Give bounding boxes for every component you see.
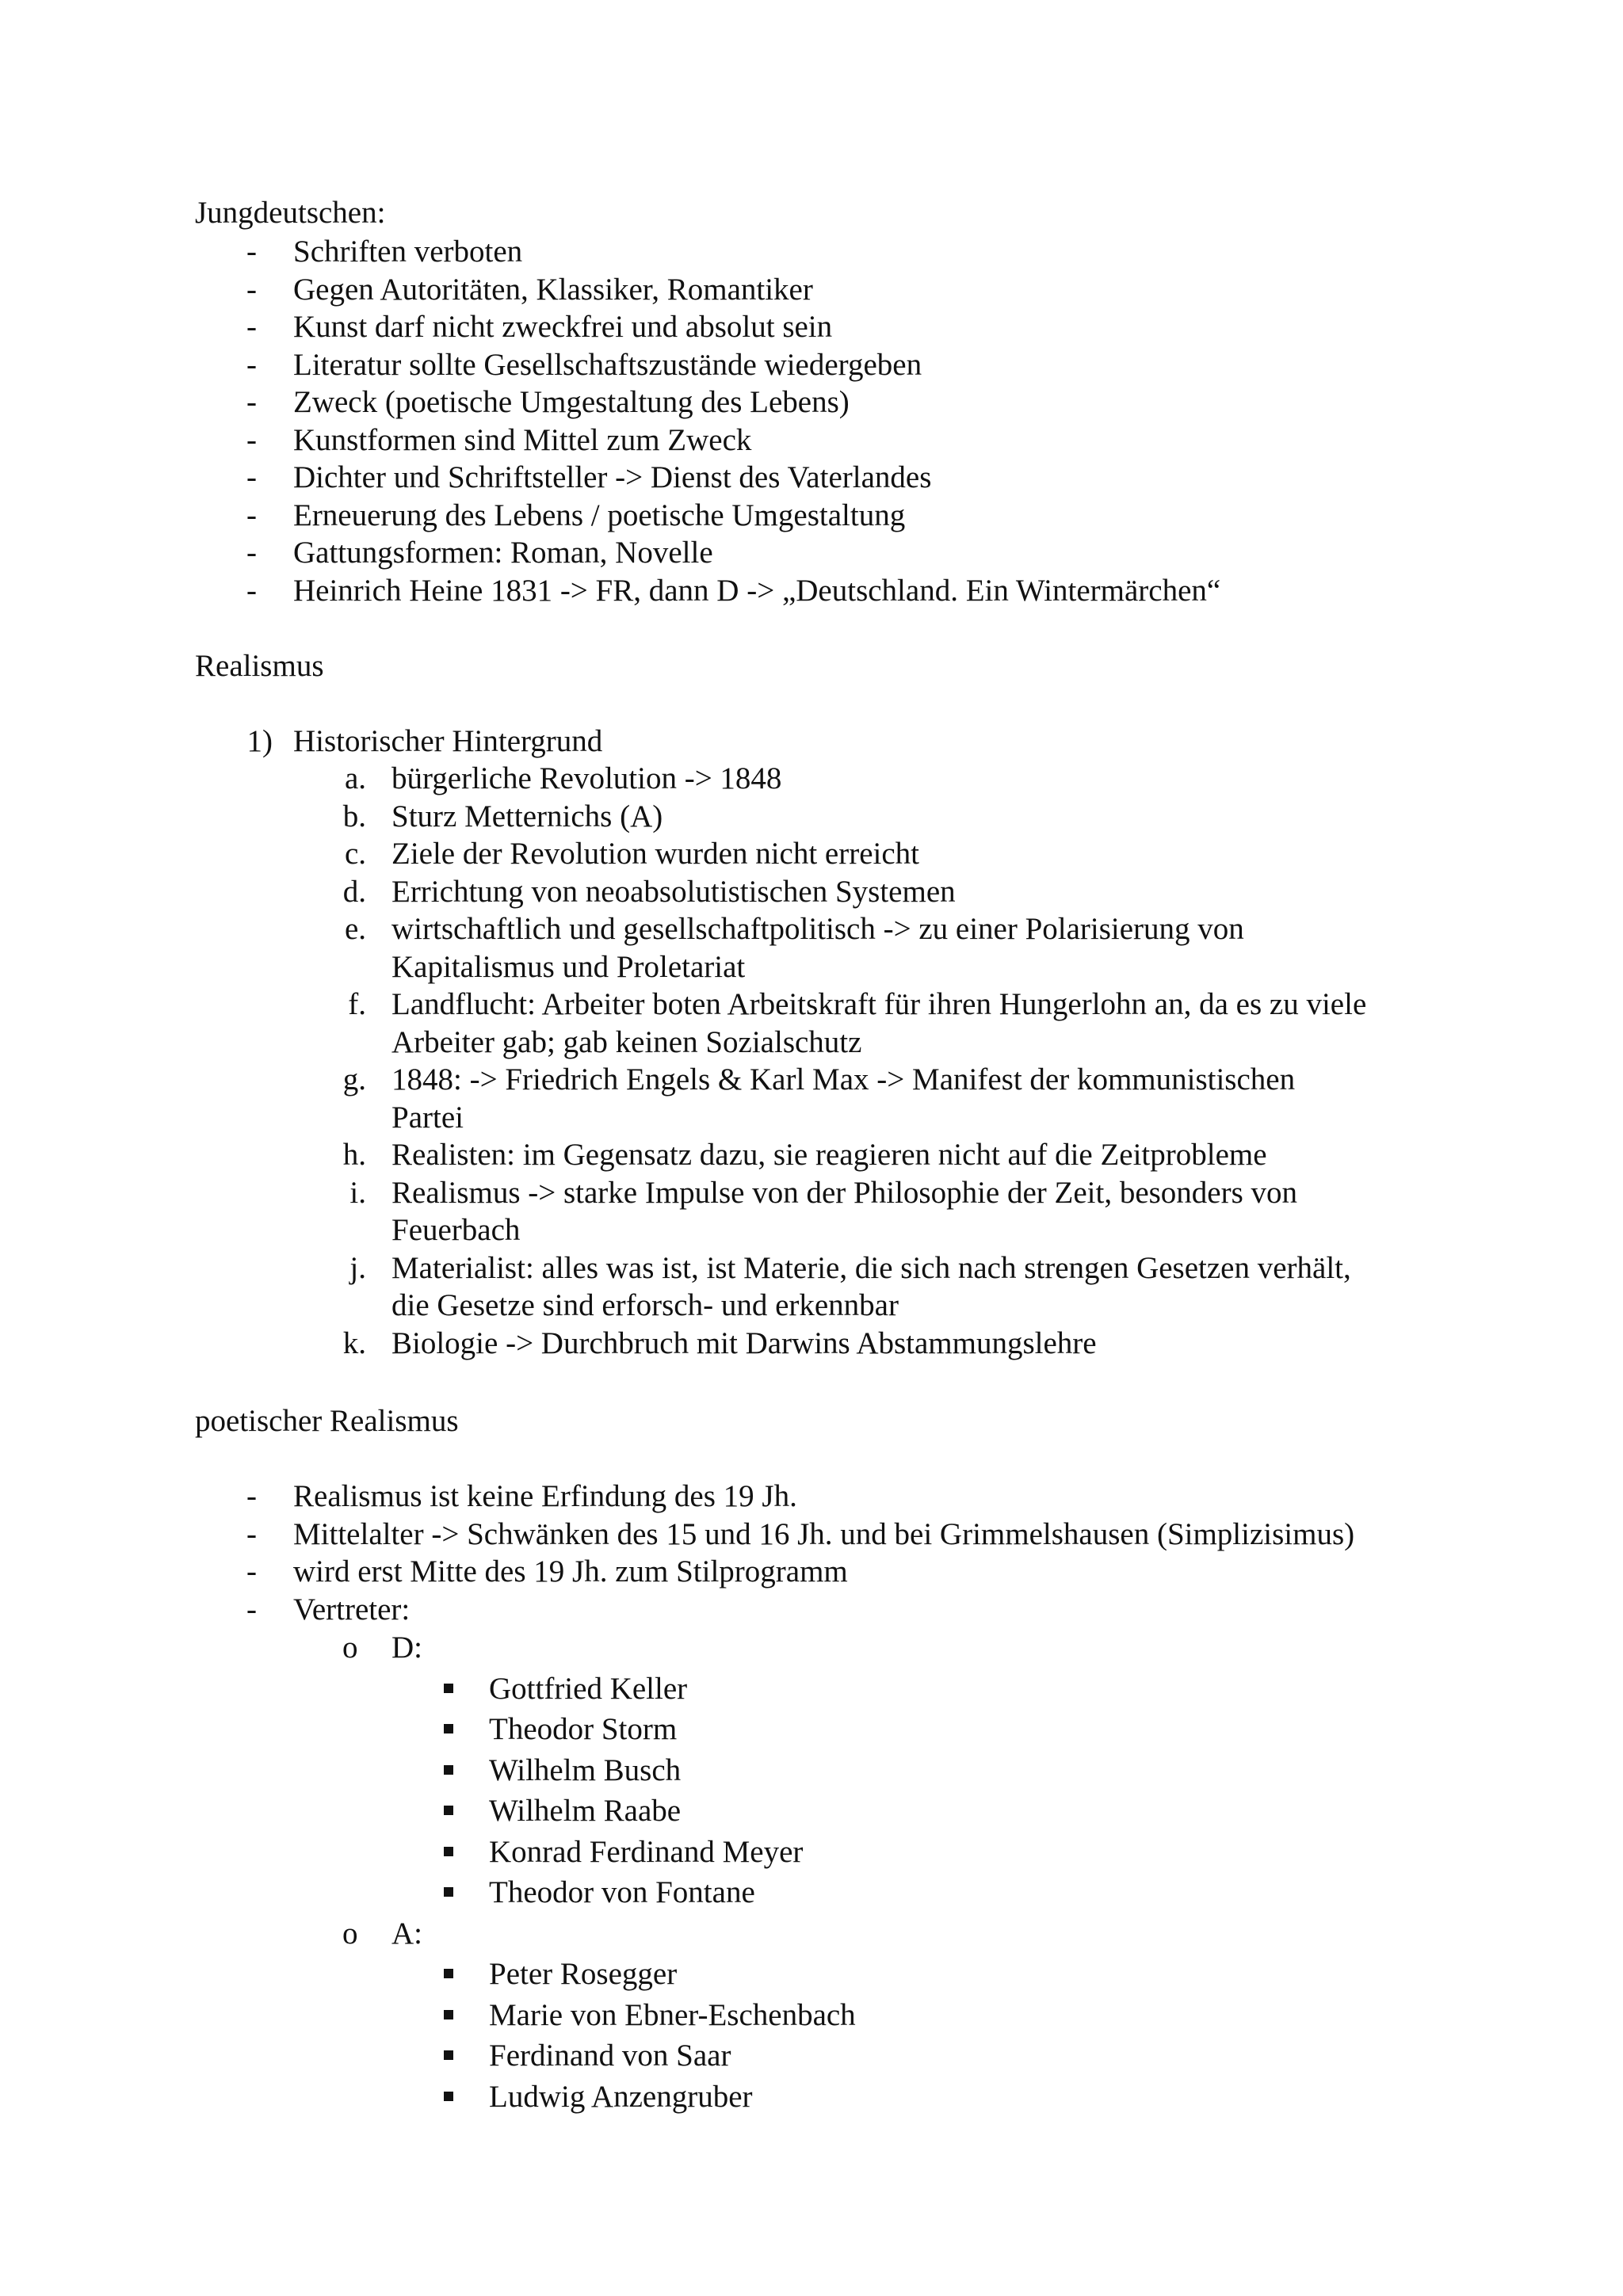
list-item-line: wirtschaftlich und gesellschaftpolitisch -> zu einer Polarisierung von bbox=[391, 912, 1244, 946]
list-item-line: Errichtung von neoabsolutistischen Systemen bbox=[391, 874, 956, 909]
item-letter: c. bbox=[344, 837, 366, 871]
list-item-line: Partei bbox=[391, 1100, 464, 1135]
list-item: Gegen Autoritäten, Klassiker, Romantiker bbox=[293, 273, 813, 307]
dash-bullet: - bbox=[246, 423, 257, 457]
author-name: Wilhelm Raabe bbox=[489, 1794, 682, 1828]
list-item-line: bürgerliche Revolution -> 1848 bbox=[391, 761, 782, 795]
list-item-line: Materialist: alles was ist, ist Materie, die sich nach strengen Gesetzen verhält, bbox=[391, 1250, 1351, 1285]
square-bullet-icon bbox=[444, 1847, 453, 1856]
list-item: Kunst darf nicht zweckfrei und absolut sein bbox=[293, 310, 833, 344]
dash-bullet: - bbox=[246, 1517, 257, 1551]
list-item-line: Ziele der Revolution wurden nicht erreicht bbox=[391, 837, 920, 871]
list-item: Schriften verboten bbox=[293, 235, 523, 269]
list-item-line: Kapitalismus und Proletariat bbox=[391, 949, 746, 984]
list-item-line: Landflucht: Arbeiter boten Arbeitskraft für ihren Hungerlohn an, da es zu viele bbox=[391, 987, 1367, 1021]
circle-bullet: o bbox=[342, 1630, 358, 1665]
item-letter: e. bbox=[344, 912, 366, 946]
square-bullet-icon bbox=[444, 1887, 453, 1897]
square-bullet-icon bbox=[444, 1806, 453, 1815]
dash-bullet: - bbox=[246, 536, 257, 570]
dash-bullet: - bbox=[246, 574, 257, 608]
list-item-line: Realisten: im Gegensatz dazu, sie reagieren nicht auf die Zeitprobleme bbox=[391, 1138, 1267, 1172]
list-item-line: 1848: -> Friedrich Engels & Karl Max -> Manifest der kommunistischen bbox=[391, 1062, 1296, 1097]
section-number: 1) bbox=[246, 724, 273, 758]
item-letter: j. bbox=[349, 1250, 366, 1285]
list-item: Dichter und Schriftsteller -> Dienst des Vaterlandes bbox=[293, 460, 932, 494]
dash-bullet: - bbox=[246, 273, 257, 307]
list-item-line: Biologie -> Durchbruch mit Darwins Abstammungslehre bbox=[391, 1325, 1097, 1360]
item-letter: d. bbox=[342, 874, 366, 909]
dash-bullet: - bbox=[246, 498, 257, 532]
list-item-line: Arbeiter gab; gab keinen Sozialschutz bbox=[391, 1024, 862, 1059]
list-item: Heinrich Heine 1831 -> FR, dann D -> „Deutschland. Ein Wintermärchen“ bbox=[293, 574, 1221, 608]
square-bullet-icon bbox=[444, 1765, 453, 1775]
circle-bullet: o bbox=[342, 1916, 358, 1951]
section-subtitle: Historischer Hintergrund bbox=[293, 724, 603, 758]
author-name: Theodor Storm bbox=[489, 1712, 678, 1746]
author-name: Wilhelm Busch bbox=[489, 1753, 682, 1787]
author-name: Peter Rosegger bbox=[489, 1957, 678, 1991]
list-item-line: Sturz Metternichs (A) bbox=[391, 799, 663, 833]
country-label: D: bbox=[391, 1630, 422, 1665]
square-bullet-icon bbox=[444, 1684, 453, 1693]
dash-bullet: - bbox=[246, 460, 257, 494]
dash-bullet: - bbox=[246, 385, 257, 419]
list-item: Zweck (poetische Umgestaltung des Lebens) bbox=[293, 385, 850, 419]
item-letter: h. bbox=[342, 1138, 366, 1172]
country-label: A: bbox=[391, 1916, 422, 1951]
dash-bullet: - bbox=[246, 1554, 257, 1589]
item-letter: i. bbox=[349, 1175, 366, 1210]
dash-bullet: - bbox=[246, 1479, 257, 1513]
author-name: Marie von Ebner-Eschenbach bbox=[489, 1997, 856, 2032]
list-item-line: die Gesetze sind erforsch- und erkennbar bbox=[391, 1288, 899, 1322]
author-name: Ferdinand von Saar bbox=[489, 2039, 731, 2073]
dash-bullet: - bbox=[246, 235, 257, 269]
author-name: Theodor von Fontane bbox=[489, 1875, 755, 1909]
list-item: Gattungsformen: Roman, Novelle bbox=[293, 536, 713, 570]
list-item-line: Feuerbach bbox=[391, 1213, 521, 1247]
list-item: wird erst Mitte des 19 Jh. zum Stilprogramm bbox=[293, 1554, 848, 1589]
item-letter: g. bbox=[342, 1062, 366, 1097]
author-name: Ludwig Anzengruber bbox=[489, 2079, 753, 2114]
list-item: Literatur sollte Gesellschaftszustände wiedergeben bbox=[293, 348, 922, 382]
square-bullet-icon bbox=[444, 1969, 453, 1978]
section-heading-realismus: Realismus bbox=[195, 649, 324, 683]
square-bullet-icon bbox=[444, 2050, 453, 2060]
section-heading-jungdeutschen: Jungdeutschen: bbox=[195, 196, 386, 230]
square-bullet-icon bbox=[444, 1724, 453, 1733]
dash-bullet: - bbox=[246, 1592, 257, 1627]
list-item: Vertreter: bbox=[293, 1592, 411, 1627]
square-bullet-icon bbox=[444, 2092, 453, 2101]
list-item: Kunstformen sind Mittel zum Zweck bbox=[293, 423, 752, 457]
list-item-line: Realismus -> starke Impulse von der Philosophie der Zeit, besonders von bbox=[391, 1175, 1298, 1210]
list-item: Mittelalter -> Schwänken des 15 und 16 Jh. und bei Grimmelshausen (Simplizisimus) bbox=[293, 1517, 1355, 1551]
dash-bullet: - bbox=[246, 348, 257, 382]
author-name: Konrad Ferdinand Meyer bbox=[489, 1834, 804, 1869]
list-item: Realismus ist keine Erfindung des 19 Jh. bbox=[293, 1479, 797, 1513]
author-name: Gottfried Keller bbox=[489, 1671, 688, 1706]
dash-bullet: - bbox=[246, 310, 257, 344]
item-letter: b. bbox=[342, 799, 366, 833]
list-item: Erneuerung des Lebens / poetische Umgestaltung bbox=[293, 498, 906, 532]
square-bullet-icon bbox=[444, 2010, 453, 2019]
item-letter: k. bbox=[342, 1325, 366, 1360]
item-letter: a. bbox=[344, 761, 366, 795]
item-letter: f. bbox=[348, 987, 366, 1021]
section-heading-poetischer-realismus: poetischer Realismus bbox=[195, 1404, 459, 1438]
